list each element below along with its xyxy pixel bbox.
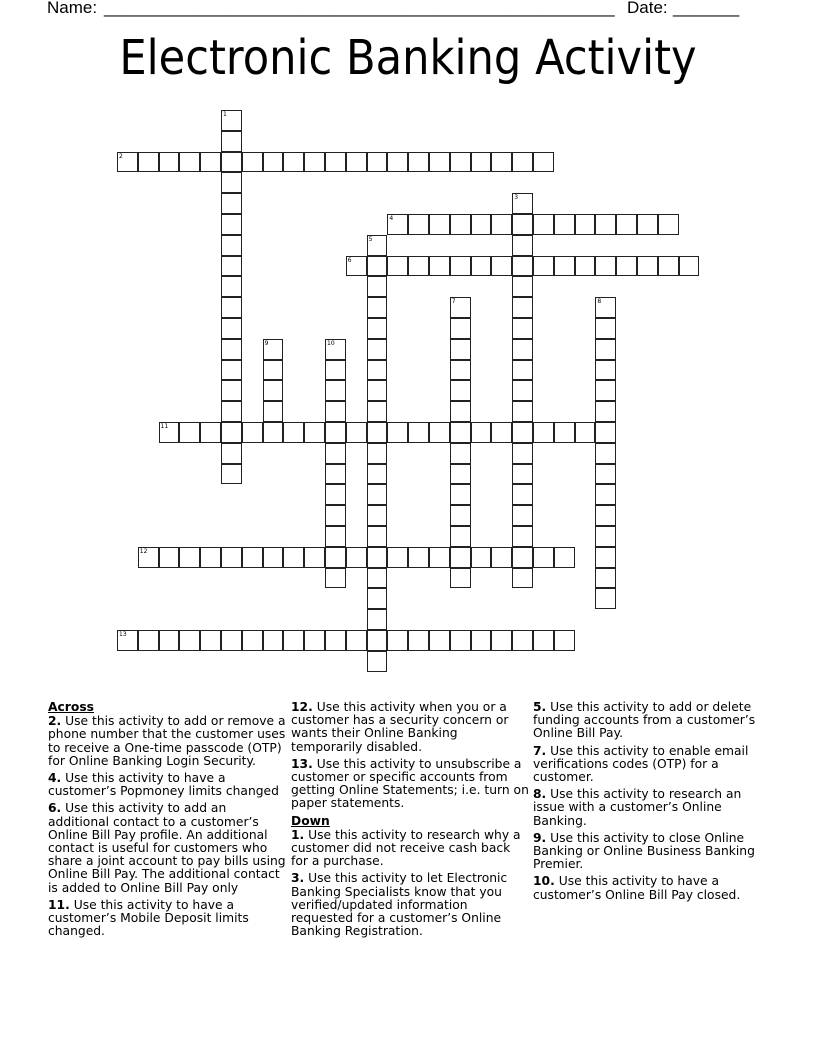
crossword-cell[interactable]	[595, 526, 616, 547]
crossword-cell[interactable]	[367, 630, 388, 651]
clue-text: Use this activity to enable email verifications codes (OTP) for a customer.	[533, 743, 749, 785]
crossword-cell[interactable]	[367, 380, 388, 401]
clue-number: 6.	[48, 801, 62, 816]
cell-number: 1	[223, 111, 227, 118]
crossword-cell[interactable]	[263, 630, 284, 651]
clue-down-9	[533, 832, 773, 872]
crossword-cell[interactable]	[491, 214, 512, 235]
crossword-cell[interactable]	[616, 256, 637, 277]
clue-text: Use this activity to add or delete funding accounts from a customer’s Online Bill Pay.	[533, 700, 756, 741]
crossword-cell[interactable]	[221, 214, 242, 235]
crossword-cell[interactable]	[325, 422, 346, 443]
crossword-cell[interactable]	[179, 152, 200, 173]
crossword-cell[interactable]	[346, 422, 367, 443]
crossword-cell[interactable]	[512, 422, 533, 443]
crossword-cell[interactable]	[595, 318, 616, 339]
clue-down-5	[533, 701, 773, 741]
crossword-cell[interactable]	[512, 464, 533, 485]
crossword-cell[interactable]	[450, 318, 471, 339]
clue-across-4	[48, 772, 288, 798]
crossword-cell[interactable]	[117, 152, 138, 173]
crossword-cell[interactable]	[491, 152, 512, 173]
crossword-cell[interactable]	[595, 214, 616, 235]
crossword-grid	[117, 110, 717, 690]
clue-down-7	[533, 745, 773, 785]
clue-number: 2.	[48, 714, 62, 729]
crossword-cell[interactable]	[221, 401, 242, 422]
clue-text: Use this activity to close Online Banking or Online Business Banking Premier.	[533, 830, 755, 872]
crossword-cell[interactable]	[367, 152, 388, 173]
cell-number: 4	[389, 215, 394, 222]
crossword-cell[interactable]	[263, 339, 284, 360]
clue-down-8	[533, 788, 773, 828]
clue-number: 11.	[48, 897, 70, 912]
crossword-cell[interactable]	[533, 214, 554, 235]
crossword-cell[interactable]	[554, 214, 575, 235]
crossword-cell[interactable]	[221, 256, 242, 277]
crossword-cell[interactable]	[512, 318, 533, 339]
clue-text: Use this activity to unsubscribe a customer or specific accounts from getting Online Statements; i.e. turn on paper statements.	[291, 756, 529, 811]
crossword-cell[interactable]	[200, 152, 221, 173]
crossword-cell[interactable]	[346, 152, 367, 173]
clue-number: 12.	[291, 700, 313, 714]
crossword-cell[interactable]	[221, 152, 242, 173]
crossword-cell[interactable]	[512, 401, 533, 422]
crossword-cell[interactable]	[367, 360, 388, 381]
crossword-cell[interactable]	[263, 401, 284, 422]
crossword-cell[interactable]	[595, 505, 616, 526]
clue-text: Use this activity to have a customer’s Mobile Deposit limits changed.	[48, 897, 249, 939]
cell-number: 2	[119, 152, 123, 160]
crossword-cell[interactable]	[595, 484, 616, 505]
crossword-cell[interactable]	[367, 339, 388, 360]
crossword-cell[interactable]	[304, 547, 325, 568]
crossword-cell[interactable]	[512, 526, 533, 547]
clue-number: 10.	[533, 874, 555, 889]
crossword-cell[interactable]	[554, 547, 575, 568]
cell-number: 12	[139, 547, 148, 555]
crossword-cell[interactable]	[387, 152, 408, 173]
crossword-cell[interactable]	[595, 339, 616, 360]
crossword-cell[interactable]	[221, 360, 242, 381]
crossword-cell[interactable]	[200, 422, 221, 443]
crossword-cell[interactable]	[304, 152, 325, 173]
cell-number: 8	[597, 298, 602, 306]
crossword-cell[interactable]	[512, 297, 533, 318]
crossword-cell[interactable]	[367, 276, 388, 297]
crossword-cell[interactable]	[450, 360, 471, 381]
crossword-cell[interactable]	[450, 526, 471, 547]
clue-number: 8.	[533, 787, 547, 802]
crossword-cell[interactable]	[367, 297, 388, 318]
crossword-cell[interactable]	[325, 484, 346, 505]
crossword-cell[interactable]	[512, 152, 533, 173]
crossword-cell[interactable]	[367, 235, 388, 256]
crossword-cell[interactable]	[221, 464, 242, 485]
crossword-cell[interactable]	[450, 152, 471, 173]
crossword-cell[interactable]	[575, 214, 596, 235]
crossword-cell[interactable]	[471, 547, 492, 568]
crossword-cell[interactable]	[221, 131, 242, 152]
crossword-cell[interactable]	[595, 297, 616, 318]
crossword-cell[interactable]	[325, 339, 346, 360]
crossword-cell[interactable]	[242, 422, 263, 443]
crossword-cell[interactable]	[367, 318, 388, 339]
cell-number: 9	[264, 339, 269, 347]
crossword-cell[interactable]	[512, 256, 533, 277]
crossword-cell[interactable]	[367, 484, 388, 505]
crossword-cell[interactable]	[512, 360, 533, 381]
date-field[interactable]: _______	[673, 0, 740, 17]
crossword-cell[interactable]	[221, 339, 242, 360]
crossword-cell[interactable]	[471, 152, 492, 173]
crossword-cell[interactable]	[450, 464, 471, 485]
crossword-cell[interactable]	[512, 484, 533, 505]
crossword-cell[interactable]	[595, 422, 616, 443]
crossword-cell[interactable]	[367, 256, 388, 277]
crossword-cell[interactable]	[512, 630, 533, 651]
date-label: Date:	[627, 0, 668, 17]
crossword-cell[interactable]	[450, 422, 471, 443]
clues-column-3	[533, 701, 773, 906]
crossword-cell[interactable]	[491, 256, 512, 277]
crossword-cell[interactable]	[159, 630, 180, 651]
crossword-cell[interactable]	[242, 547, 263, 568]
cell-number: 10	[327, 339, 335, 347]
crossword-cell[interactable]	[325, 526, 346, 547]
crossword-cell[interactable]	[242, 152, 263, 173]
crossword-cell[interactable]	[512, 235, 533, 256]
crossword-cell[interactable]	[533, 547, 554, 568]
crossword-cell[interactable]	[200, 630, 221, 651]
clue-across-13	[291, 758, 531, 811]
crossword-cell[interactable]	[658, 214, 679, 235]
clue-number: 9.	[533, 830, 547, 845]
clue-text: Use this activity when you or a customer has a security concern or wants their Online Banking temporarily disabled.	[291, 700, 509, 754]
clue-down-1	[291, 829, 531, 869]
crossword-cell[interactable]	[367, 588, 388, 609]
clue-text: Use this activity to have a customer’s Online Bill Pay closed.	[533, 874, 741, 902]
crossword-cell[interactable]	[159, 152, 180, 173]
crossword-cell[interactable]	[658, 256, 679, 277]
crossword-cell[interactable]	[595, 547, 616, 568]
crossword-cell[interactable]	[325, 443, 346, 464]
clue-down-10	[533, 875, 773, 901]
crossword-cell[interactable]	[408, 422, 429, 443]
crossword-cell[interactable]	[159, 547, 180, 568]
crossword-cell[interactable]	[450, 484, 471, 505]
clues-column-1	[48, 701, 288, 942]
clue-text: Use this activity to research why a customer did not receive cash back for a purchase.	[291, 827, 521, 869]
cell-number: 13	[119, 631, 127, 638]
crossword-cell[interactable]	[450, 505, 471, 526]
crossword-cell[interactable]	[200, 547, 221, 568]
crossword-cell[interactable]	[325, 464, 346, 485]
clue-text: Use this activity to research an issue with a customer’s Online Banking.	[533, 787, 742, 828]
crossword-cell[interactable]	[221, 235, 242, 256]
crossword-cell[interactable]	[221, 110, 242, 131]
crossword-cell[interactable]	[450, 568, 471, 589]
clue-across-11	[48, 899, 288, 939]
crossword-cell[interactable]	[595, 464, 616, 485]
crossword-cell[interactable]	[616, 214, 637, 235]
crossword-cell[interactable]	[159, 422, 180, 443]
crossword-cell[interactable]	[325, 380, 346, 401]
crossword-cell[interactable]	[512, 214, 533, 235]
clue-across-6	[48, 802, 288, 894]
clue-across-2	[48, 715, 288, 768]
clue-number: 1.	[291, 827, 305, 842]
crossword-cell[interactable]	[367, 422, 388, 443]
crossword-cell[interactable]	[554, 630, 575, 651]
crossword-cell[interactable]	[325, 401, 346, 422]
crossword-cell[interactable]	[179, 547, 200, 568]
crossword-cell[interactable]	[471, 630, 492, 651]
crossword-cell[interactable]	[450, 256, 471, 277]
crossword-cell[interactable]	[367, 568, 388, 589]
crossword-cell[interactable]	[325, 547, 346, 568]
crossword-cell[interactable]	[471, 256, 492, 277]
crossword-cell[interactable]	[221, 276, 242, 297]
crossword-cell[interactable]	[450, 380, 471, 401]
crossword-cell[interactable]	[408, 256, 429, 277]
crossword-cell[interactable]	[346, 547, 367, 568]
crossword-cell[interactable]	[512, 380, 533, 401]
crossword-cell[interactable]	[179, 422, 200, 443]
crossword-cell[interactable]	[533, 630, 554, 651]
crossword-cell[interactable]	[679, 256, 700, 277]
crossword-cell[interactable]	[429, 547, 450, 568]
clue-number: 7.	[533, 743, 547, 758]
crossword-cell[interactable]	[429, 152, 450, 173]
down-heading: Down	[291, 813, 330, 828]
crossword-cell[interactable]	[263, 360, 284, 381]
crossword-cell[interactable]	[325, 152, 346, 173]
crossword-cell[interactable]	[325, 505, 346, 526]
crossword-cell[interactable]	[304, 630, 325, 651]
crossword-cell[interactable]	[408, 630, 429, 651]
crossword-cell[interactable]	[533, 256, 554, 277]
crossword-cell[interactable]	[595, 443, 616, 464]
crossword-cell[interactable]	[450, 297, 471, 318]
crossword-cell[interactable]	[450, 214, 471, 235]
crossword-cell[interactable]	[367, 401, 388, 422]
crossword-cell[interactable]	[221, 318, 242, 339]
crossword-cell[interactable]	[367, 547, 388, 568]
crossword-cell[interactable]	[367, 526, 388, 547]
crossword-cell[interactable]	[346, 256, 367, 277]
crossword-cell[interactable]	[471, 214, 492, 235]
crossword-cell[interactable]	[533, 422, 554, 443]
crossword-cell[interactable]	[450, 630, 471, 651]
crossword-cell[interactable]	[408, 547, 429, 568]
crossword-cell[interactable]	[304, 422, 325, 443]
crossword-cell[interactable]	[367, 609, 388, 630]
crossword-cell[interactable]	[138, 547, 159, 568]
crossword-cell[interactable]	[367, 443, 388, 464]
crossword-cell[interactable]	[221, 443, 242, 464]
crossword-cell[interactable]	[637, 214, 658, 235]
crossword-cell[interactable]	[491, 547, 512, 568]
crossword-cell[interactable]	[595, 256, 616, 277]
crossword-cell[interactable]	[491, 630, 512, 651]
crossword-cell[interactable]	[554, 256, 575, 277]
cell-number: 11	[160, 423, 169, 430]
crossword-cell[interactable]	[179, 630, 200, 651]
crossword-cell[interactable]	[533, 152, 554, 173]
crossword-cell[interactable]	[138, 630, 159, 651]
cell-number: 5	[368, 235, 373, 243]
crossword-cell[interactable]	[283, 547, 304, 568]
clue-text: Use this activity to let Electronic Banking Specialists know that you verified/updated information requested for a customer’s Online Banking Registration.	[291, 871, 508, 939]
clue-down-3	[291, 872, 531, 938]
crossword-cell[interactable]	[429, 630, 450, 651]
crossword-cell[interactable]	[325, 568, 346, 589]
crossword-cell[interactable]	[387, 422, 408, 443]
crossword-cell[interactable]	[283, 152, 304, 173]
crossword-cell[interactable]	[387, 214, 408, 235]
crossword-cell[interactable]	[429, 214, 450, 235]
crossword-cell[interactable]	[325, 630, 346, 651]
name-field[interactable]: ______________________________________________________	[104, 0, 615, 17]
clue-number: 13.	[291, 756, 313, 771]
cell-number: 7	[451, 298, 456, 306]
crossword-cell[interactable]	[450, 401, 471, 422]
crossword-cell[interactable]	[221, 193, 242, 214]
crossword-cell[interactable]	[512, 505, 533, 526]
crossword-cell[interactable]	[512, 568, 533, 589]
crossword-cell[interactable]	[263, 422, 284, 443]
crossword-cell[interactable]	[512, 276, 533, 297]
crossword-cell[interactable]	[387, 256, 408, 277]
crossword-cell[interactable]	[221, 422, 242, 443]
crossword-cell[interactable]	[429, 422, 450, 443]
clue-text: Use this activity to add or remove a phone number that the customer uses to receive a One-time passcode (OTP) for Online Banking Login Security.	[48, 714, 286, 768]
crossword-cell[interactable]	[450, 339, 471, 360]
clue-number: 3.	[291, 871, 305, 886]
page-title: Electronic Banking Activity	[119, 30, 697, 86]
crossword-cell[interactable]	[408, 152, 429, 173]
crossword-cell[interactable]	[221, 172, 242, 193]
clue-across-12	[291, 701, 531, 754]
crossword-cell[interactable]	[263, 152, 284, 173]
clues-column-2	[291, 701, 531, 942]
cell-number: 3	[514, 194, 519, 202]
crossword-cell[interactable]	[575, 422, 596, 443]
crossword-cell[interactable]	[387, 630, 408, 651]
crossword-cell[interactable]	[221, 630, 242, 651]
crossword-cell[interactable]	[263, 547, 284, 568]
across-heading: Across	[48, 700, 94, 714]
crossword-cell[interactable]	[367, 651, 388, 672]
crossword-cell[interactable]	[325, 360, 346, 381]
crossword-cell[interactable]	[117, 630, 138, 651]
crossword-cell[interactable]	[429, 256, 450, 277]
crossword-cell[interactable]	[221, 380, 242, 401]
cell-number: 6	[347, 256, 352, 264]
clue-number: 5.	[533, 700, 547, 714]
crossword-cell[interactable]	[346, 630, 367, 651]
crossword-cell[interactable]	[367, 464, 388, 485]
crossword-cell[interactable]	[471, 422, 492, 443]
crossword-cell[interactable]	[512, 547, 533, 568]
crossword-cell[interactable]	[283, 422, 304, 443]
name-label: Name:	[47, 0, 98, 17]
crossword-cell[interactable]	[595, 588, 616, 609]
crossword-cell[interactable]	[595, 401, 616, 422]
crossword-cell[interactable]	[575, 256, 596, 277]
crossword-cell[interactable]	[450, 443, 471, 464]
crossword-cell[interactable]	[512, 193, 533, 214]
clue-text: Use this activity to have a customer’s Popmoney limits changed	[48, 771, 279, 799]
crossword-cell[interactable]	[595, 568, 616, 589]
crossword-cell[interactable]	[512, 339, 533, 360]
crossword-cell[interactable]	[221, 297, 242, 318]
crossword-cell[interactable]	[283, 630, 304, 651]
clue-text: Use this activity to add an additional contact to a customer’s Online Bill Pay profile. An additional contact is useful for customers who share a joint account to pay bills using Online Bill Pay. The additional contact is added to Online Bill Pay only	[48, 801, 286, 895]
crossword-cell[interactable]	[554, 422, 575, 443]
crossword-cell[interactable]	[242, 630, 263, 651]
crossword-cell[interactable]	[595, 360, 616, 381]
crossword-cell[interactable]	[387, 547, 408, 568]
crossword-cell[interactable]	[637, 256, 658, 277]
crossword-cell[interactable]	[491, 422, 512, 443]
crossword-cell[interactable]	[595, 380, 616, 401]
crossword-cell[interactable]	[367, 505, 388, 526]
crossword-cell[interactable]	[221, 547, 242, 568]
crossword-cell[interactable]	[512, 443, 533, 464]
crossword-cell[interactable]	[263, 380, 284, 401]
crossword-cell[interactable]	[408, 214, 429, 235]
clue-number: 4.	[48, 771, 62, 786]
crossword-cell[interactable]	[450, 547, 471, 568]
crossword-cell[interactable]	[138, 152, 159, 173]
